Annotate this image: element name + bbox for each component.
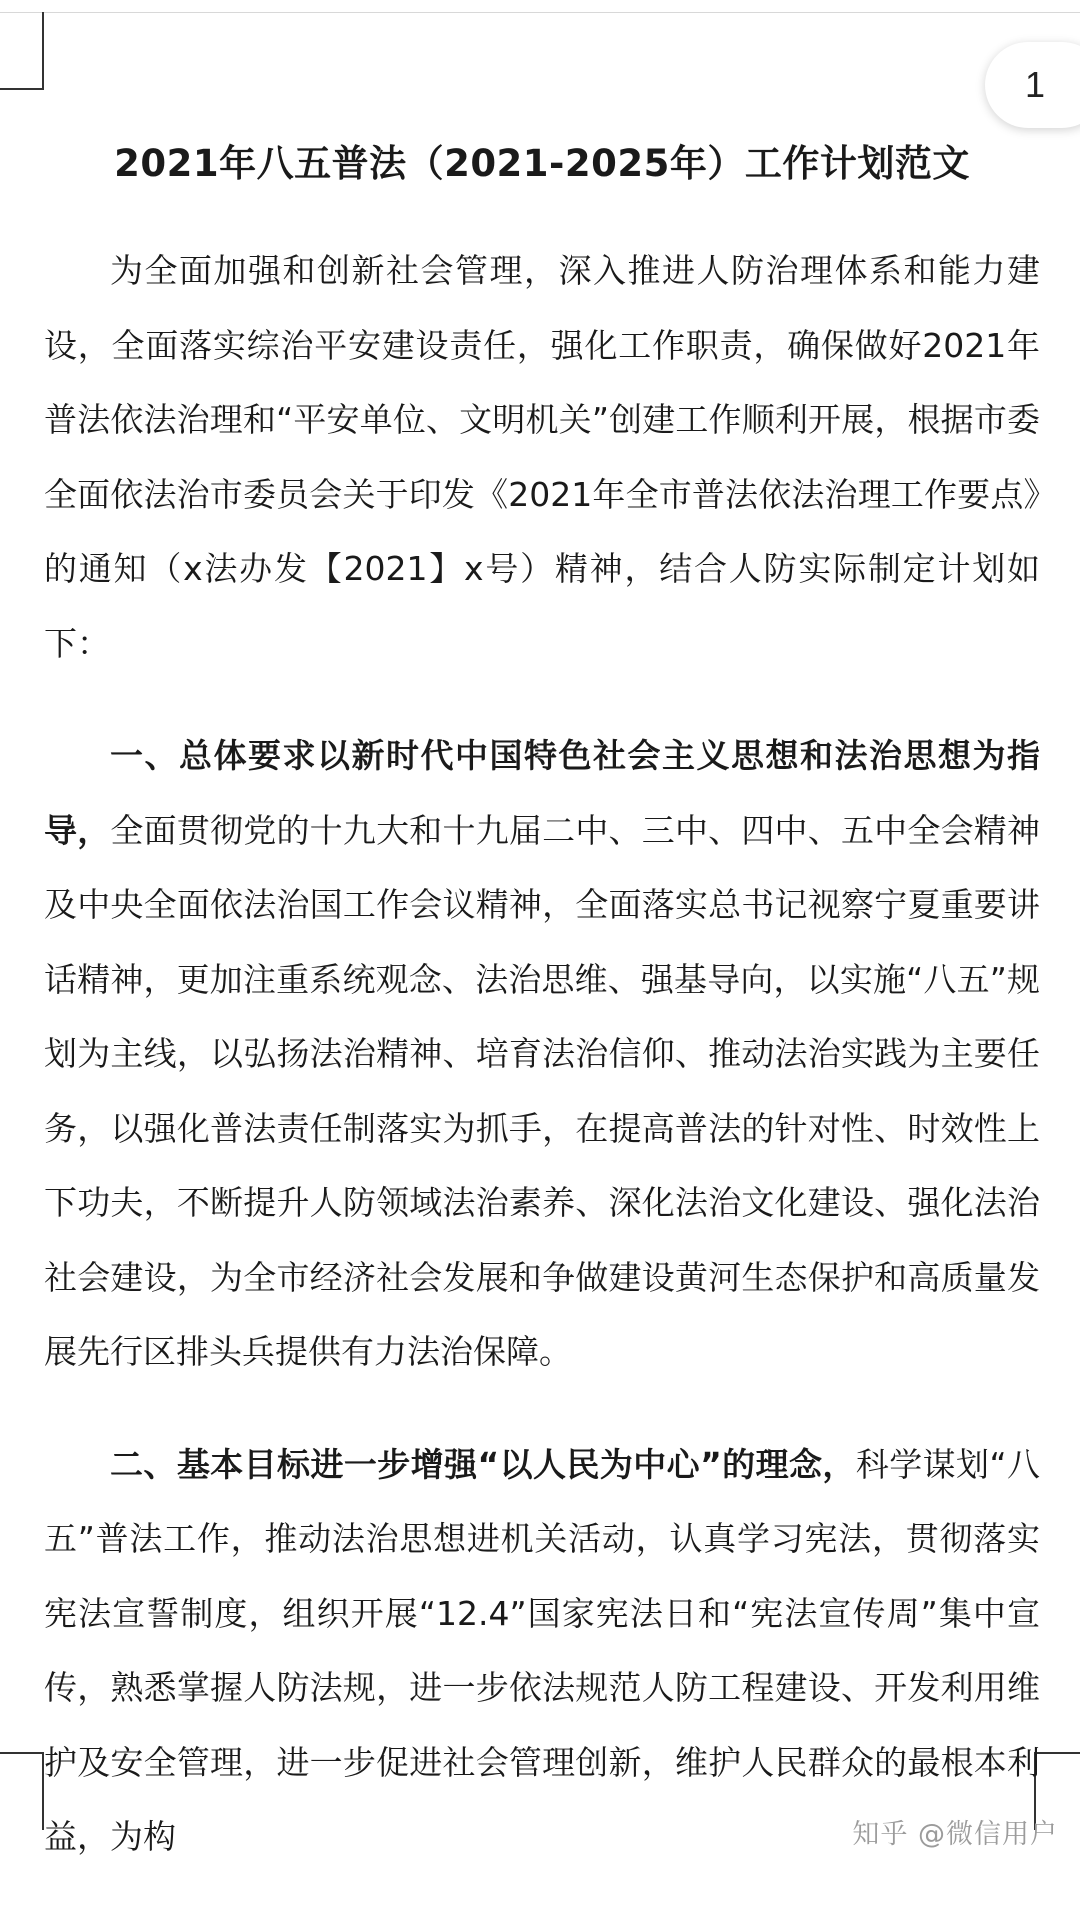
crop-mark-top-left (0, 12, 44, 90)
document-title: 2021年八五普法（2021-2025年）工作计划范文 (114, 142, 970, 185)
crop-mark-bottom-left (0, 1752, 44, 1830)
watermark: 知乎 @微信用户 (852, 1819, 1058, 1850)
section-1-paragraph (44, 719, 1040, 1390)
section-2-body: 科学谋划“八五”普法工作，推动法治思想进机关活动，认真学习宪法，贯彻落实宪法宣誓制度，组织开展“12.4”国家宪法日和“宪法宣传周”集中宣传，熟悉掌握人防法规，进一步依法规范人防工程建设、开发利用维护及安全管理，进一步促进社会管理创新，维护人民群众的最根本利益，为构 (44, 1444, 1040, 1856)
page-number-badge[interactable] (985, 42, 1080, 128)
page-number: 1 (1025, 64, 1046, 105)
intro-paragraph: 为全面加强和创新社会管理，深入推进人防治理体系和能力建设，全面落实综治平安建设责任，强化工作职责，确保做好2021年普法依法治理和“平安单位、文明机关”创建工作顺利开展，根据市委全面依法治市委员会关于印发《2021年全市普法依法治理工作要点》的通知（x法办发【2021】x号）精神，结合人防实际制定计划如下： (44, 251, 1040, 663)
section-2-heading: 二、基本目标进一步增强“以人民为中心”的理念， (110, 1444, 856, 1484)
document-body (44, 130, 1040, 1913)
top-rule (0, 12, 1080, 13)
section-2-paragraph (44, 1428, 1040, 1875)
section-1-body: 全面贯彻党的十九大和十九届二中、三中、四中、五中全会精神及中央全面依法治国工作会议精神，全面落实总书记视察宁夏重要讲话精神，更加注重系统观念、法治思维、强基导向，以实施“八五”规划为主线，以弘扬法治精神、培育法治信仰、推动法治实践为主要任务，以强化普法责任制落实为抓手，在提高普法的针对性、时效性上下功夫，不断提升人防领域法治素养、深化法治文化建设、强化法治社会建设，为全市经济社会发展和争做建设黄河生态保护和高质量发展先行区排头兵提供有力法治保障。 (44, 810, 1041, 1371)
section-1-heading: 一、总体要求以新时代中国特色社会主义思想和法治思想为指导， (44, 736, 1040, 850)
